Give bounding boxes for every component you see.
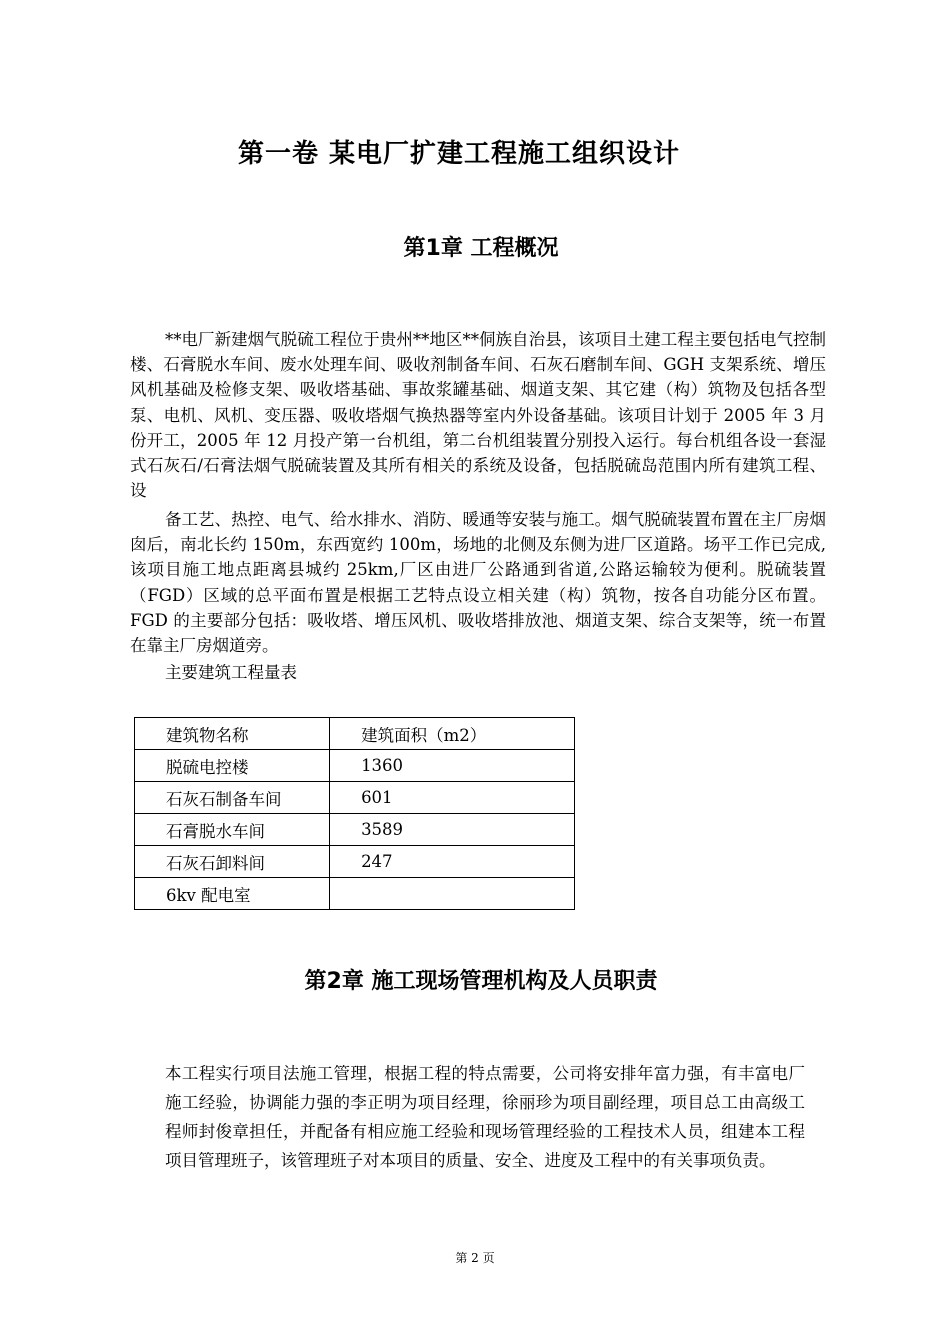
table-row [135, 814, 575, 846]
table-cell-name: 石膏脱水车间 [135, 814, 330, 846]
table-cell-area: 3589 [330, 814, 575, 846]
volume-title: 第一卷 某电厂扩建工程施工组织设计 [237, 139, 681, 169]
chapter1-title: 第1章 工程概况 [403, 236, 559, 261]
table-cell-area [330, 878, 575, 910]
table-cell-area: 601 [330, 782, 575, 814]
table-cell-area: 1360 [330, 750, 575, 782]
page-number-footer: 第 2 页 [455, 1251, 495, 1265]
chapter2-title: 第2章 施工现场管理机构及人员职责 [304, 969, 658, 994]
building-quantity-table [134, 717, 575, 910]
table-row [135, 750, 575, 782]
chapter1-paragraph-1: **电厂新建烟气脱硫工程位于贵州**地区**侗族自治县，该项目土建工程主要包括电气控制楼、石膏脱水车间、废水处理车间、吸收剂制备车间、石灰石磨制车间、GGH 支架系统、增压风机基础及检修支架、吸收塔基础、事故浆罐基础、烟道支架、其它建（构）筑物及包括各型泵、电机、风机、变压器、吸收塔烟气换热器等室内外设备基础。该项目计划于 2005 年 3 月份开工，2005 年 12 月投产第一台机组，第二台机组装置分别投入运行。每台机组各设一套湿式石灰石/石膏法烟气脱硫装置及其所有相关的系统及设备，包括脱硫岛范围内所有建筑工程、设 [130, 330, 826, 501]
table-header-cell: 建筑物名称 [135, 718, 330, 750]
table-caption: 主要建筑工程量表 [165, 663, 297, 682]
table-cell-area: 247 [330, 846, 575, 878]
chapter1-paragraph-2: 备工艺、热控、电气、给水排水、消防、暖通等安装与施工。烟气脱硫装置布置在主厂房烟囱后，南北长约 150m，东西宽约 100m，场地的北侧及东侧为进厂区道路。场平工作已完成,该项目施工地点距离县城约 25km,厂区由进厂公路通到省道,公路运输较为便利。脱硫装置（FGD）区域的总平面布置是根据工艺特点设立相关建（构）筑物，按各自功能分区布置。FGD 的主要部分包括：吸收塔、增压风机、吸收塔排放池、烟道支架、综合支架等，统一布置在靠主厂房烟道旁。 [130, 510, 826, 656]
table-header-cell: 建筑面积（m2） [330, 718, 575, 750]
table-cell-name: 石灰石制备车间 [135, 782, 330, 814]
table-row [135, 878, 575, 910]
table-cell-name: 脱硫电控楼 [135, 750, 330, 782]
chapter2-paragraph-1: 本工程实行项目法施工管理，根据工程的特点需要，公司将安排年富力强，有丰富电厂施工经验，协调能力强的李正明为项目经理，徐丽珍为项目副经理，项目总工由高级工程师封俊章担任，并配备有相应施工经验和现场管理经验的工程技术人员，组建本工程项目管理班子，该管理班子对本项目的质量、安全、进度及工程中的有关事项负责。 [165, 1064, 805, 1170]
table-row [135, 846, 575, 878]
table-header-row [135, 718, 575, 750]
table-cell-name: 石灰石卸料间 [135, 846, 330, 878]
table-row [135, 782, 575, 814]
table-cell-name: 6kv 配电室 [135, 878, 330, 910]
